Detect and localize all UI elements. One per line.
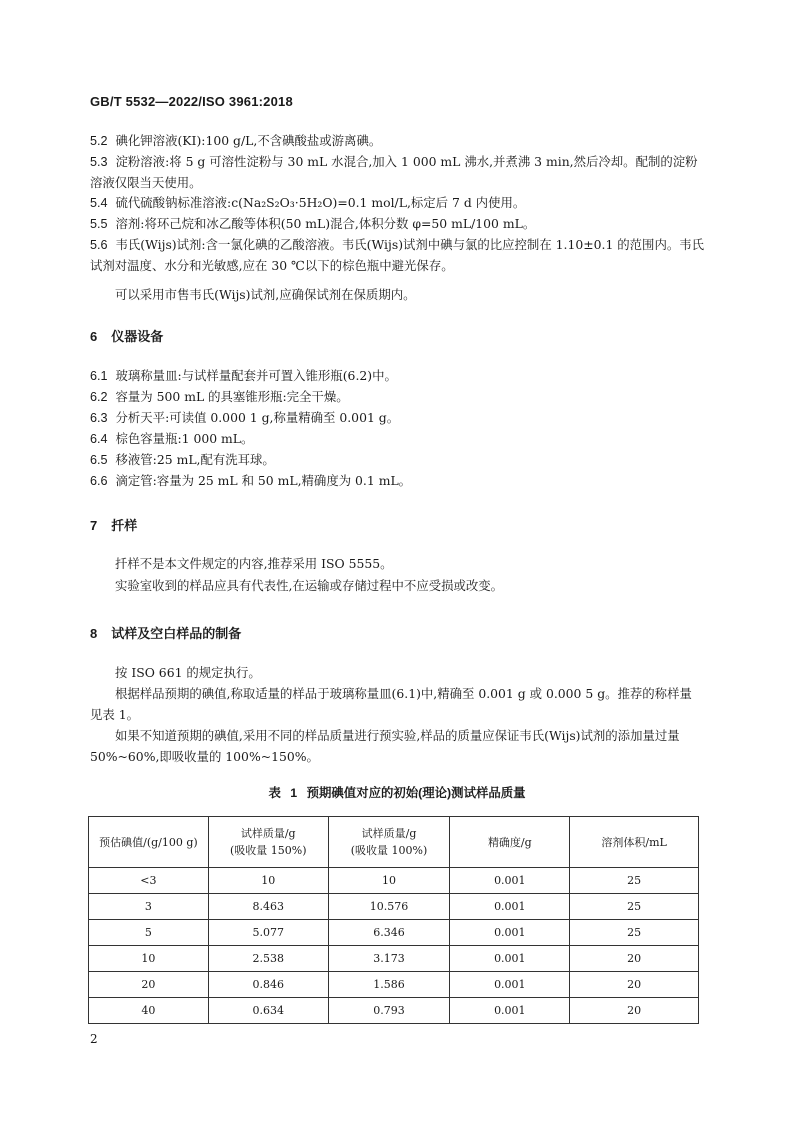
section-7-paragraph-1: 扦样不是本文件规定的内容,推荐采用 ISO 5555。 — [115, 556, 393, 571]
table-cell: 1.586 — [328, 972, 450, 998]
table-cell: <3 — [89, 868, 209, 894]
clause-6-6 — [90, 471, 704, 492]
clause-number: 5.3 — [90, 155, 108, 169]
table-cell: 10 — [89, 946, 209, 972]
document-header: GB/T 5532—2022/ISO 3961:2018 — [90, 94, 293, 109]
table-row — [89, 868, 699, 894]
clause-text: 淀粉溶液:将 5 g 可溶性淀粉与 30 mL 水混合,加入 1 000 mL 沸水,并煮沸 3 min,然后冷却。配制的淀粉溶液仅限当天使用。 — [90, 154, 698, 190]
clause-number: 6.5 — [90, 453, 108, 467]
sample-mass-table — [88, 816, 699, 1024]
clause-text: 碘化钾溶液(KI):100 g/L,不含碘酸盐或游离碘。 — [115, 133, 382, 148]
clause-text: 玻璃称量皿:与试样量配套并可置入锥形瓶(6.2)中。 — [115, 368, 397, 383]
clause-text: 棕色容量瓶:1 000 mL。 — [115, 431, 254, 446]
table-cell: 5 — [89, 920, 209, 946]
section-title: 扦样 — [111, 518, 138, 533]
section-8-paragraph-2: 根据样品预期的碘值,称取适量的样品于玻璃称量皿(6.1)中,精确至 0.001 g 或 0.000 5 g。推荐的称样量见表 1。 — [90, 686, 692, 722]
clause-text: 容量为 500 mL 的具塞锥形瓶:完全干燥。 — [115, 389, 349, 404]
table-cell: 0.001 — [450, 972, 570, 998]
table-cell: 0.001 — [450, 868, 570, 894]
clause-5-5 — [90, 214, 704, 235]
header-solvent-volume: 溶剂体积/mL — [570, 817, 699, 868]
table-cell: 10 — [208, 868, 328, 894]
section-title: 试样及空白样品的制备 — [111, 626, 242, 641]
section-title: 仪器设备 — [111, 329, 164, 344]
clause-text: 分析天平:可读值 0.000 1 g,称量精确至 0.001 g。 — [115, 410, 400, 425]
table-cell: 5.077 — [208, 920, 328, 946]
table-cell: 3.173 — [328, 946, 450, 972]
table-cell: 25 — [570, 868, 699, 894]
header-mass-100: 试样质量/g (吸收量 100%) — [328, 817, 450, 868]
clause-number: 6.4 — [90, 432, 108, 446]
table-cell: 20 — [570, 946, 699, 972]
table-cell: 10.576 — [328, 894, 450, 920]
section-6-heading — [90, 326, 163, 345]
section-number: 6 — [90, 329, 98, 344]
clause-6-2 — [90, 387, 704, 408]
table-cell: 0.001 — [450, 998, 570, 1024]
clause-6-3 — [90, 408, 704, 429]
table-cell: 3 — [89, 894, 209, 920]
table-row — [89, 972, 699, 998]
clause-6-1 — [90, 366, 704, 387]
table-row — [89, 920, 699, 946]
table-cell: 6.346 — [328, 920, 450, 946]
table-cell: 20 — [570, 972, 699, 998]
table-cell: 25 — [570, 920, 699, 946]
table-cell: 20 — [89, 972, 209, 998]
clause-number: 6.6 — [90, 474, 108, 488]
table-cell: 8.463 — [208, 894, 328, 920]
table-cell: 20 — [570, 998, 699, 1024]
table-cell: 0.001 — [450, 894, 570, 920]
table-row — [89, 894, 699, 920]
table-header-row — [89, 817, 699, 868]
clause-number: 5.4 — [90, 196, 108, 210]
table-cell: 0.846 — [208, 972, 328, 998]
clause-text: 硫代硫酸钠标准溶液:c(Na₂S₂O₃·5H₂O)=0.1 mol/L,标定后 7 d 内使用。 — [115, 195, 526, 210]
clause-number: 5.2 — [90, 134, 108, 148]
header-iodine-value: 预估碘值/(g/100 g) — [89, 817, 209, 868]
section-8-paragraph-3: 如果不知道预期的碘值,采用不同的样品质量进行预实验,样品的质量应保证韦氏(Wijs)试剂的添加量过量 50%~60%,即吸收量的 100%~150%。 — [90, 728, 680, 764]
clause-6-5 — [90, 450, 704, 471]
clause-6-4 — [90, 429, 704, 450]
table-row — [89, 998, 699, 1024]
clause-text: 溶剂:将环己烷和冰乙酸等体积(50 mL)混合,体积分数 φ=50 mL/100 mL。 — [115, 216, 536, 231]
header-precision: 精确度/g — [450, 817, 570, 868]
table-cell: 0.001 — [450, 920, 570, 946]
table-cell: 0.634 — [208, 998, 328, 1024]
clause-number: 6.3 — [90, 411, 108, 425]
table-cell: 2.538 — [208, 946, 328, 972]
section-number: 7 — [90, 518, 98, 533]
clause-5-2 — [90, 131, 704, 152]
table-cell: 10 — [328, 868, 450, 894]
section-8-heading — [90, 623, 241, 642]
section-7-heading — [90, 515, 137, 534]
clause-number: 6.2 — [90, 390, 108, 404]
section-number: 8 — [90, 626, 98, 641]
clause-number: 5.5 — [90, 217, 108, 231]
table-cell: 0.001 — [450, 946, 570, 972]
table-cell: 25 — [570, 894, 699, 920]
clause-5-6-note: 可以采用市售韦氏(Wijs)试剂,应确保试剂在保质期内。 — [115, 287, 416, 302]
clause-number: 5.6 — [90, 238, 108, 252]
table-row — [89, 946, 699, 972]
clause-5-3 — [90, 152, 704, 193]
header-mass-150: 试样质量/g (吸收量 150%) — [208, 817, 328, 868]
clause-text: 滴定管:容量为 25 mL 和 50 mL,精确度为 0.1 mL。 — [115, 473, 412, 488]
page-number: 2 — [90, 1032, 98, 1046]
clause-5-4 — [90, 193, 704, 214]
table-cell: 40 — [89, 998, 209, 1024]
clause-text: 移液管:25 mL,配有洗耳球。 — [115, 452, 275, 467]
clause-number: 6.1 — [90, 369, 108, 383]
section-7-paragraph-2: 实验室收到的样品应具有代表性,在运输或存储过程中不应受损或改变。 — [115, 578, 504, 593]
section-8-paragraph-1: 按 ISO 661 的规定执行。 — [115, 665, 261, 680]
clause-5-6 — [90, 235, 704, 276]
table-cell: 0.793 — [328, 998, 450, 1024]
clause-text: 韦氏(Wijs)试剂:含一氯化碘的乙酸溶液。韦氏(Wijs)试剂中碘与氯的比应控制在 1.10±0.1 的范围内。韦氏试剂对温度、水分和光敏感,应在 30 ℃以下的棕色瓶中避光保存。 — [90, 237, 705, 273]
table-caption: 表 1 预期碘值对应的初始(理论)测试样品质量 — [268, 786, 526, 800]
